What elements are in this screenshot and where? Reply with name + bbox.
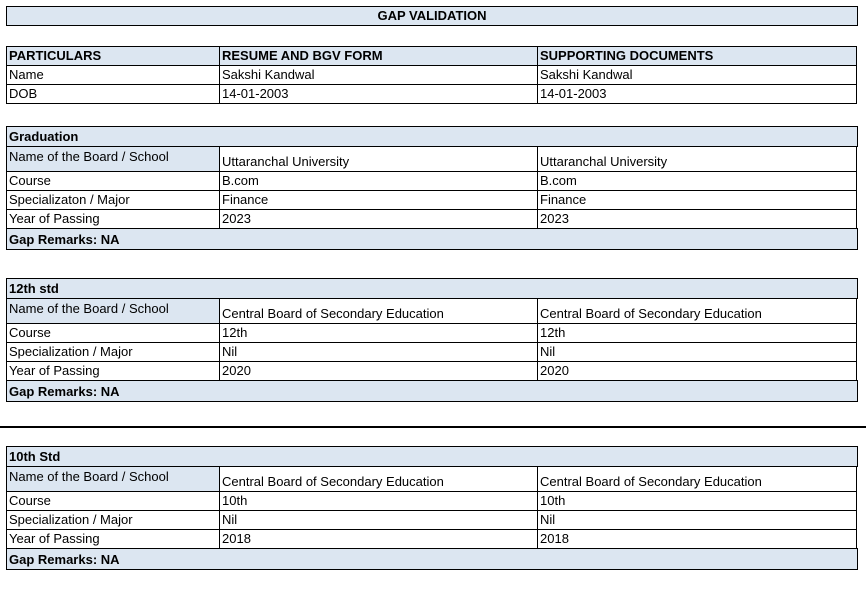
resume-value: 2020: [219, 361, 538, 381]
row-label: Year of Passing: [6, 529, 220, 549]
section-divider: [0, 426, 866, 428]
page-title: GAP VALIDATION: [6, 6, 858, 26]
table-row: [6, 511, 858, 530]
table-row: [6, 191, 858, 210]
resume-value: Uttaranchal University: [219, 146, 538, 172]
table-row: [6, 492, 858, 511]
table-row: [6, 467, 858, 492]
docs-value: 10th: [537, 491, 857, 511]
resume-value: 10th: [219, 491, 538, 511]
section-heading: 12th std: [6, 278, 858, 299]
row-label: Year of Passing: [6, 209, 220, 229]
resume-value: Sakshi Kandwal: [219, 65, 538, 85]
resume-value: Nil: [219, 510, 538, 530]
row-label: Name: [6, 65, 220, 85]
table-row: [6, 299, 858, 324]
resume-value: 12th: [219, 323, 538, 343]
docs-value: Central Board of Secondary Education: [537, 466, 857, 492]
title-table: [6, 7, 858, 26]
particulars-table: [6, 47, 858, 104]
row-label: Name of the Board / School: [6, 298, 220, 324]
docs-value: Finance: [537, 190, 857, 210]
row-label: Name of the Board / School: [6, 146, 220, 172]
docs-value: 2018: [537, 529, 857, 549]
table-row: [6, 210, 858, 229]
resume-value: Finance: [219, 190, 538, 210]
column-header-docs: SUPPORTING DOCUMENTS: [537, 46, 857, 66]
row-label: Specialization / Major: [6, 342, 220, 362]
table-row: [6, 147, 858, 172]
resume-value: 2018: [219, 529, 538, 549]
table-row: [6, 172, 858, 191]
resume-value: 2023: [219, 209, 538, 229]
table-row: [6, 343, 858, 362]
row-label: Course: [6, 171, 220, 191]
resume-value: Central Board of Secondary Education: [219, 466, 538, 492]
graduation-table: [6, 127, 858, 250]
docs-value: Central Board of Secondary Education: [537, 298, 857, 324]
column-header-resume: RESUME AND BGV FORM: [219, 46, 538, 66]
resume-value: Central Board of Secondary Education: [219, 298, 538, 324]
row-label: Year of Passing: [6, 361, 220, 381]
table-row: [6, 362, 858, 381]
column-header-particulars: PARTICULARS: [6, 46, 220, 66]
row-label: DOB: [6, 84, 220, 104]
row-label: Course: [6, 323, 220, 343]
docs-value: Sakshi Kandwal: [537, 65, 857, 85]
section-heading: Graduation: [6, 126, 858, 147]
docs-value: 14-01-2003: [537, 84, 857, 104]
row-label: Specialization / Major: [6, 510, 220, 530]
resume-value: Nil: [219, 342, 538, 362]
docs-value: B.com: [537, 171, 857, 191]
table-row: [6, 530, 858, 549]
table-row: [6, 324, 858, 343]
resume-value: 14-01-2003: [219, 84, 538, 104]
docs-value: 2023: [537, 209, 857, 229]
row-label: Specializaton / Major: [6, 190, 220, 210]
10th-std-table: [6, 447, 858, 570]
docs-value: 12th: [537, 323, 857, 343]
docs-value: Nil: [537, 342, 857, 362]
docs-value: Uttaranchal University: [537, 146, 857, 172]
row-label: Course: [6, 491, 220, 511]
gap-remarks: Gap Remarks: NA: [6, 228, 858, 250]
table-row: [6, 85, 858, 104]
gap-remarks: Gap Remarks: NA: [6, 548, 858, 570]
resume-value: B.com: [219, 171, 538, 191]
table-row: [6, 66, 858, 85]
12th-std-table: [6, 279, 858, 402]
docs-value: 2020: [537, 361, 857, 381]
row-label: Name of the Board / School: [6, 466, 220, 492]
section-heading: 10th Std: [6, 446, 858, 467]
docs-value: Nil: [537, 510, 857, 530]
gap-remarks: Gap Remarks: NA: [6, 380, 858, 402]
